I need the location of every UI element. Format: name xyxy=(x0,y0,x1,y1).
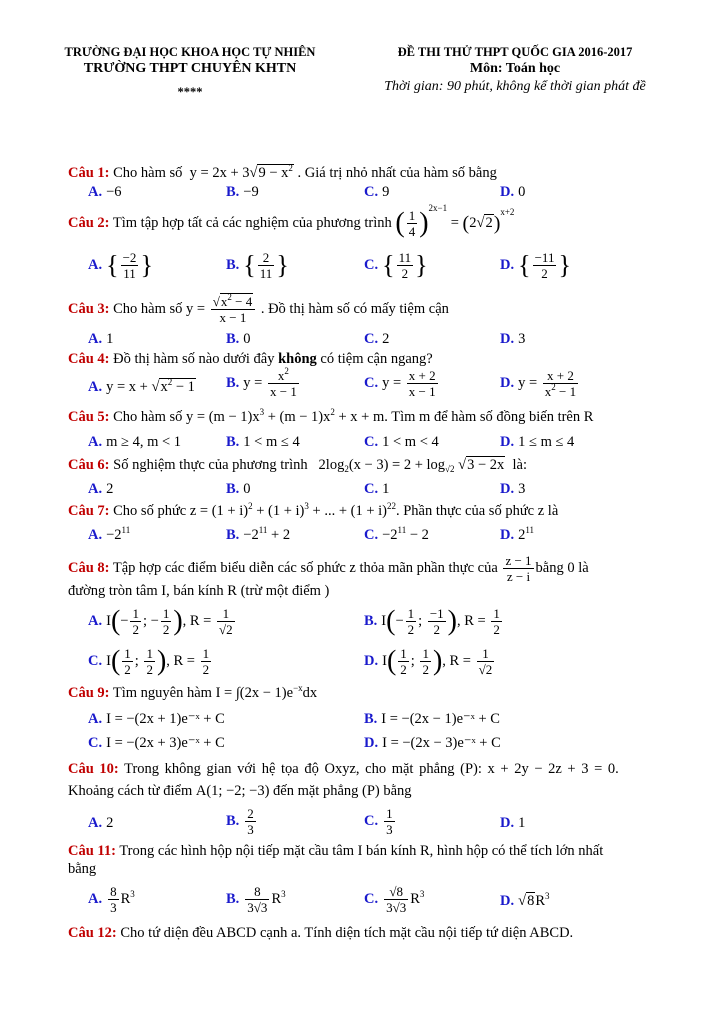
option-b[interactable]: B. $\frac{8}{3√3}$ $R^3$ xyxy=(226,884,286,915)
exam-title: ĐỀ THI THỬ THPT QUỐC GIA 2016-2017 xyxy=(397,45,633,59)
question-4: Câu 4: Đồ thị hàm số nào dưới đây không có tiệm cận ngang? xyxy=(68,351,433,367)
option-a[interactable]: A. I(− $\frac{1}{2}$ ; − $\frac{1}{2}$ ), R = $\frac{1}{√2}$ xyxy=(88,605,233,637)
stars: **** xyxy=(177,85,203,99)
school-header xyxy=(40,44,340,100)
option-d[interactable]: D. I( $\frac{1}{2}$ ; $\frac{1}{2}$ ), R = $\frac{1}{√2}$ xyxy=(364,645,493,677)
question-10-cont: Khoảng cách từ điểm A(1; −2; −3) đến mặt phẳng (P) bằng xyxy=(68,783,412,799)
question-5: Câu 5: Cho hàm số $y = (m - 1)x^3 + (m - 1)x^2 + x + m$. Tìm m để hàm số đồng biến trên R xyxy=(68,407,594,425)
question-2: Câu 2: Tìm tập hợp tất cả các nghiệm của phương trình ( $\frac{1}{4}$ )$^{2x-1} = (2√2)^{x+2}$ xyxy=(68,203,515,240)
option-c[interactable]: C. $\frac{√8}{3√3}$ $R^3$ xyxy=(364,884,425,915)
option-c[interactable]: C. 1 < m < 4 xyxy=(364,434,439,450)
option-d[interactable]: D. 1 xyxy=(500,815,526,831)
question-9: Câu 9: Tìm nguyên hàm $I = \int(2x - 1)e^{-x}dx$ xyxy=(68,683,318,701)
question-text: . Giá trị nhỏ nhất của hàm số bằng xyxy=(297,165,497,181)
option-b[interactable]: B. y = $\frac{x^2}{x - 1}$ xyxy=(226,366,297,399)
exam-header xyxy=(330,44,700,96)
option-c[interactable]: C. 2 xyxy=(364,331,390,347)
question-8: Câu 8: Tập hợp các điểm biểu diễn các số phức z thỏa mãn phần thực của $\frac{z - 1}{z - i}$ bằng 0 là xyxy=(68,553,589,585)
option-a[interactable]: A. 2 xyxy=(88,815,114,831)
option-a[interactable]: A. 2 xyxy=(88,481,114,497)
option-d[interactable]: D. { $\frac{-11}{2}$ } xyxy=(500,250,571,281)
university-name: TRƯỜNG ĐẠI HỌC KHOA HỌC TỰ NHIÊN xyxy=(64,45,316,59)
option-d[interactable]: D. 1 ≤ m ≤ 4 xyxy=(500,434,575,450)
option-b[interactable]: B. 1 < m ≤ 4 xyxy=(226,434,300,450)
question-11-cont: bằng xyxy=(68,861,97,877)
option-c[interactable]: C. $\frac{1}{3}$ xyxy=(364,806,393,837)
option-c[interactable]: C. $-2^{11} - 2$ xyxy=(364,525,429,543)
option-c[interactable]: C. I = −(2x + 3)e⁻ˣ + C xyxy=(88,735,225,751)
option-d[interactable]: D. 0 xyxy=(500,184,526,200)
option-b[interactable]: B. 0 xyxy=(226,481,251,497)
option-d[interactable]: D. 3 xyxy=(500,331,526,347)
time-limit: Thời gian: 90 phút, không kể thời gian phát đề xyxy=(384,79,646,94)
subject: Môn: Toán học xyxy=(469,61,561,76)
question-3: Câu 3: Cho hàm số y = $\frac{√x^2 - 4}{x - 1}$ . Đồ thị hàm số có mấy tiệm cận xyxy=(68,292,449,326)
option-b[interactable]: B. I(− $\frac{1}{2}$ ; $\frac{-1}{2}$ ), R = $\frac{1}{2}$ xyxy=(364,605,500,637)
question-text: Cho hàm số xyxy=(113,165,183,181)
option-a[interactable]: A. 1 xyxy=(88,331,114,347)
option-c[interactable]: C. I( $\frac{1}{2}$ ; $\frac{1}{2}$ ), R = $\frac{1}{2}$ xyxy=(88,645,210,677)
question-label: Câu 1: xyxy=(68,165,110,181)
option-b[interactable]: B. { $\frac{2}{11}$ } xyxy=(226,250,289,281)
option-b[interactable]: B. $\frac{2}{3}$ xyxy=(226,806,254,837)
option-c[interactable]: C. y = $\frac{x + 2}{x - 1}$ xyxy=(364,368,436,399)
option-a[interactable]: A. { $\frac{-2}{11}$ } xyxy=(88,250,153,281)
option-a[interactable]: A. $-2^{11}$ xyxy=(88,525,131,543)
option-d[interactable]: D. $√8R^3$ xyxy=(500,891,550,909)
option-b[interactable]: B. −9 xyxy=(226,184,259,200)
question-11: Câu 11: Trong các hình hộp nội tiếp mặt cầu tâm I bán kính R, hình hộp có thể tích lớn nhất xyxy=(68,843,604,859)
option-a[interactable]: A. $\frac{8}{3}$ $R^3$ xyxy=(88,884,135,915)
option-a[interactable]: A. I = −(2x + 1)e⁻ˣ + C xyxy=(88,711,225,727)
question-10: Câu 10: Trong không gian với hệ tọa độ Oxyz, cho mặt phẳng (P): x + 2y − 2z + 3 = 0. xyxy=(68,761,619,777)
question-1: Câu 1: Cho hàm số $y = 2x + 3√9 - x^2$ . Giá trị nhỏ nhất của hàm số bằng xyxy=(68,163,497,181)
option-c[interactable]: C. 1 xyxy=(364,481,390,497)
school-name: TRƯỜNG THPT CHUYÊN KHTN xyxy=(83,61,297,76)
question-6: Câu 6: Số nghiệm thực của phương trình $2\log_2(x - 3) = 2 + \log_{√2} √3 - 2x$ là: xyxy=(68,457,528,474)
option-d[interactable]: D. $2^{11}$ xyxy=(500,525,535,543)
option-a[interactable]: A. $y = x + √x^2 - 1$ xyxy=(88,377,195,395)
option-b[interactable]: B. $-2^{11} + 2$ xyxy=(226,525,291,543)
option-b[interactable]: B. 0 xyxy=(226,331,251,347)
option-b[interactable]: B. I = −(2x − 1)e⁻ˣ + C xyxy=(364,711,500,727)
option-d[interactable]: D. y = $\frac{x + 2}{x^2 - 1}$ xyxy=(500,368,577,399)
question-8-cont: đường tròn tâm I, bán kính R (trừ một điểm ) xyxy=(68,583,330,599)
question-7: Câu 7: Cho số phức $z = (1 + i)^2 + (1 + i)^3$ + ... + $(1 + i)^{22}$. Phần thực của số phức z là xyxy=(68,501,559,519)
option-a[interactable]: A. −6 xyxy=(88,184,122,200)
option-c[interactable]: C. { $\frac{11}{2}$ } xyxy=(364,250,428,281)
option-a[interactable]: A. m ≥ 4, m < 1 xyxy=(88,434,182,450)
option-c[interactable]: C. 9 xyxy=(364,184,390,200)
option-d[interactable]: D. I = −(2x − 3)e⁻ˣ + C xyxy=(364,735,501,751)
option-d[interactable]: D. 3 xyxy=(500,481,526,497)
question-12: Câu 12: Cho tứ diện đều ABCD cạnh a. Tính diện tích mặt cầu nội tiếp tứ diện ABCD. xyxy=(68,925,574,941)
